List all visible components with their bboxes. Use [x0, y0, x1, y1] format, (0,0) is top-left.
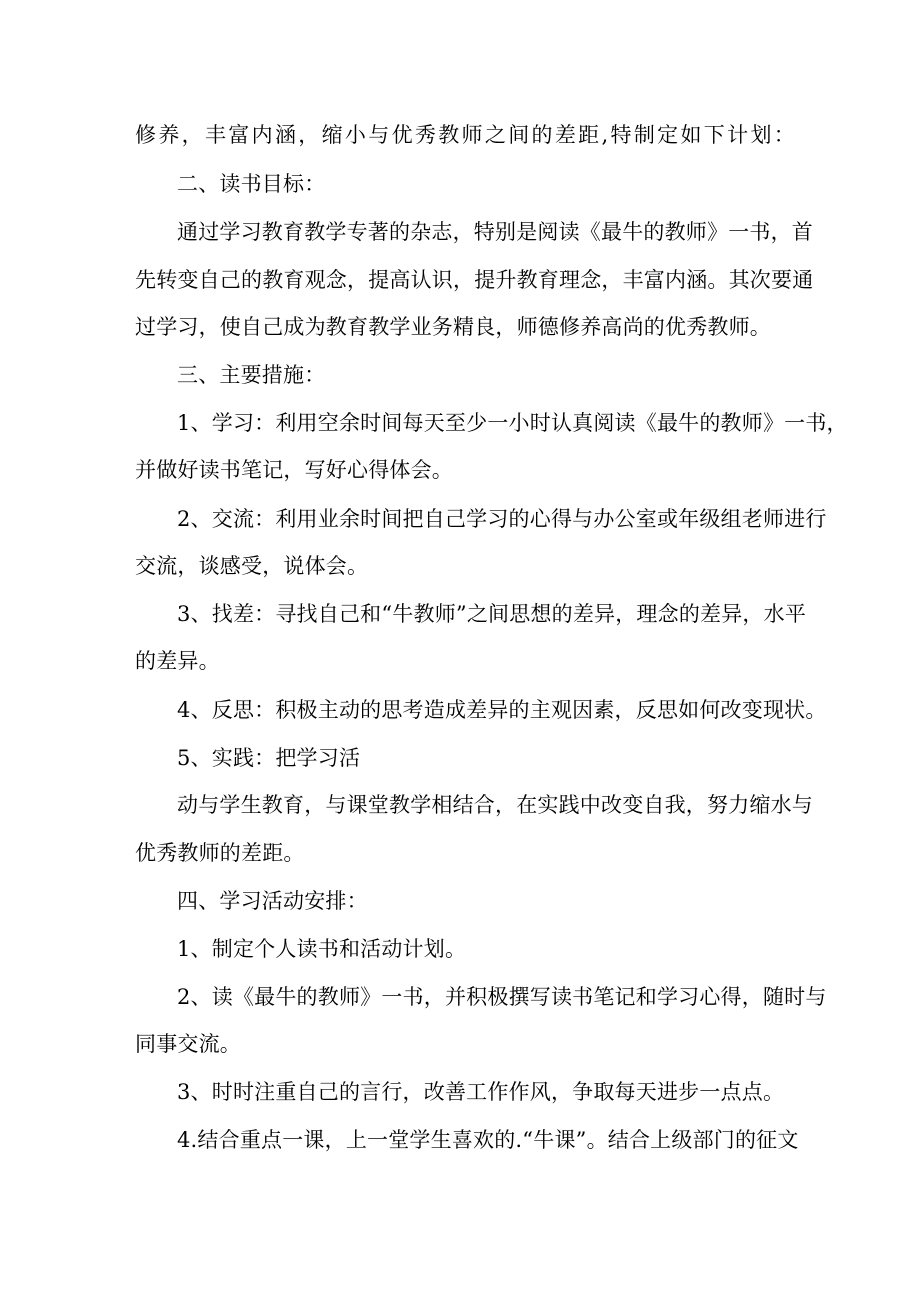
list-item-line: 4.结合重点一课，上一堂学生喜欢的.“牛课”。结合上级部门的征文: [177, 1128, 799, 1152]
list-item-line: 并做好读书笔记，写好心得体会。: [135, 458, 453, 482]
list-item-line: 4、反思：积极主动的思考造成差异的主观因素，反思如何改变现状。: [177, 698, 827, 722]
list-item-line: 2、交流：利用业余时间把自己学习的心得与办公室或年级组老师进行: [177, 507, 827, 531]
list-item-line: 3、时时注重自己的言行，改善工作作风，争取每天进步一点点。: [177, 1080, 785, 1104]
section-heading: 二、读书目标：: [177, 172, 326, 196]
list-item-line: 2、读《最牛的教师》一书，并积极撰写读书笔记和学习心得，随时与: [177, 985, 827, 1009]
paragraph-line: 优秀教师的差距。: [135, 841, 305, 865]
section-heading: 三、主要措施：: [177, 363, 326, 387]
list-item-line: 同事交流。: [135, 1032, 241, 1056]
list-item-line: 1、制定个人读书和活动计划。: [177, 937, 467, 961]
paragraph-line: 先转变自己的教育观念，提高认识，提升教育理念，丰富内涵。其次要通: [135, 268, 814, 292]
list-item-line: 1、学习：利用空余时间每天至少一小时认真阅读《最牛的教师》一书，: [177, 411, 848, 435]
paragraph-line: 修养，丰富内涵，缩小与优秀教师之间的差距,特制定如下计划：: [135, 123, 795, 147]
section-heading: 四、学习活动安排：: [177, 889, 368, 913]
list-item-line: 3、找差：寻找自己和“牛教师”之间思想的差异，理念的差异，水平: [177, 602, 807, 626]
paragraph-line: 动与学生教育，与课堂教学相结合，在实践中改变自我，努力缩水与: [177, 793, 813, 817]
list-item-line: 交流，谈感受，说体会。: [135, 554, 369, 578]
list-item-line: 5、实践：把学习活: [177, 746, 361, 770]
paragraph-line: 通过学习教育教学专著的杂志，特别是阅读《最牛的教师》一书，首: [177, 220, 813, 244]
paragraph-line: 过学习，使自己成为教育教学业务精良，师德修养高尚的优秀教师。: [135, 315, 771, 339]
list-item-line: 的差异。: [135, 649, 220, 673]
